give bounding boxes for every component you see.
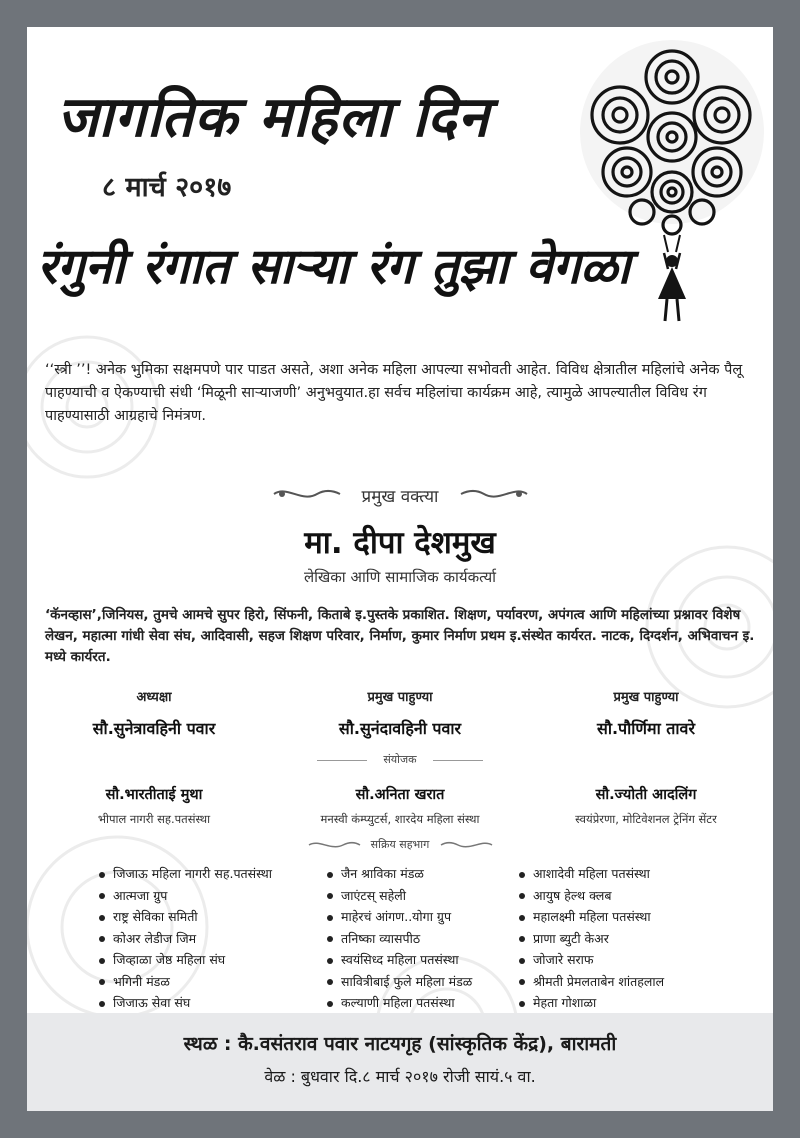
participants-col1: [99, 863, 272, 1014]
speaker-description: लेखिका आणि सामाजिक कार्यकर्त्या: [303, 568, 497, 586]
ornament-right-icon: [459, 485, 529, 503]
ornament-left-icon: [307, 839, 362, 851]
organizer-org: स्वयंप्रेरणा, मोटिवेशनल ट्रेनिंग सेंटर: [575, 812, 717, 826]
list-item: स्वयंसिध्द महिला पतसंस्था: [327, 949, 472, 971]
guest-role: प्रमुख पाहुण्या: [367, 690, 433, 705]
list-item: जिजाऊ सेवा संघ: [99, 992, 272, 1014]
list-item: आत्मजा ग्रुप: [99, 885, 272, 907]
list-item: महालक्ष्मी महिला पतसंस्था: [519, 906, 664, 928]
list-item: भगिनी मंडळ: [99, 971, 272, 993]
list-item: आशादेवी महिला पतसंस्था: [519, 863, 664, 885]
organizer-name: सौ.अनिता खरात: [355, 787, 445, 803]
organizer-name: सौ.भारतीताई मुथा: [105, 787, 203, 803]
guest-name: सौ.पौर्णिमा तावरे: [597, 719, 695, 738]
list-item: सावित्रीबाई फुले महिला मंडळ: [327, 971, 472, 993]
intro-paragraph: ‘‘स्त्री ’’! अनेक भुमिका सक्षमपणे पार पाडत असते, अशा अनेक महिला आपल्या सभोवती आहेत. विविध क्षेत्रातील महिलांचे अनेक पैलू पाहण्याची व ऐकण्याची संधी ‘मिळूनी साऱ्याजणी’ अनुभवुयात.हा सर्वच महिलांचा कार्यक्रम आहे, त्यामुळे आपल्यातील विविध रंग पाहण्यासाठी आग्रहाचे निमंत्रण.: [45, 362, 743, 424]
guest-role: अध्यक्षा: [136, 690, 172, 705]
participants-col3: [519, 863, 664, 1014]
speaker-name: मा. दीपा देशमुख: [304, 525, 496, 561]
footer-band: [27, 1013, 773, 1111]
organizer-org: भीपाल नागरी सह.पतसंस्था: [97, 812, 211, 826]
speaker-heading: प्रमुख वक्त्या: [361, 487, 439, 507]
divider: [433, 760, 483, 761]
speaker-bio: ‘कॅनव्हास’,जिनियस, तुमचे आमचे सुपर हिरो, सिंफनी, किताबे इ.पुस्तके प्रकाशित. शिक्षण, पर्यावरण, अपंगत्व आणि महिलांच्या प्रश्नावर विशेष लेखन, महात्मा गांधी सेवा संघ, आदिवासी, सहज शिक्षण परिवार, निर्माण, कुमार निर्माण प्रथम इ.संस्थेत कार्यरत. नाटक, दिग्दर्शन, अभिवाचन इ. मध्ये कार्यरत.: [45, 607, 755, 665]
list-item: प्राणा ब्युटी केअर: [519, 928, 664, 950]
guest-name: सौ.सुनेत्रावहिनी पवार: [92, 719, 216, 738]
list-item: राष्ट्र सेविका समिती: [99, 906, 272, 928]
poster: [27, 27, 773, 1111]
tagline: रंगुनी रंगात साऱ्या रंग तुझा वेगळा: [37, 237, 631, 295]
venue-text: स्थळ : कै.वसंतराव पवार नाटयगृह (सांस्कृतिक केंद्र), बारामती: [183, 1033, 617, 1055]
time-text: वेळ : बुधवार दि.८ मार्च २०१७ रोजी सायं.५ वा.: [264, 1067, 536, 1086]
organizer-org: मनस्वी कंम्प्युटर्स, शारदेय महिला संस्था: [320, 812, 480, 826]
organizer-name: सौ.ज्योती आदलिंग: [595, 787, 697, 803]
participants-label: सक्रिय सहभाग: [370, 838, 430, 851]
guest-name: सौ.सुनंदावहिनी पवार: [338, 719, 462, 738]
list-item: कोअर लेडीज जिम: [99, 928, 272, 950]
guest-role: प्रमुख पाहुण्या: [613, 690, 679, 705]
list-item: मेहता गोशाळा: [519, 992, 664, 1014]
list-item: जैन श्राविका मंडळ: [327, 863, 472, 885]
event-title: जागतिक महिला दिन: [57, 84, 490, 150]
list-item: जोजारे सराफ: [519, 949, 664, 971]
list-item: माहेरचं आंगण..योगा ग्रुप: [327, 906, 472, 928]
list-item: कल्याणी महिला पतसंस्था: [327, 992, 472, 1014]
list-item: जिव्हाळा जेष्ठ महिला संघ: [99, 949, 272, 971]
participants-col2: [327, 863, 472, 1014]
list-item: श्रीमती प्रेमलताबेन शांतहलाल: [519, 971, 664, 993]
ornament-right-icon: [439, 839, 494, 851]
list-item: तनिष्का व्यासपीठ: [327, 928, 472, 950]
list-item: जिजाऊ महिला नागरी सह.पतसंस्था: [99, 863, 272, 885]
event-date: ८ मार्च २०१७: [102, 172, 232, 203]
list-item: आयुष हेल्थ क्लब: [519, 885, 664, 907]
divider: [317, 760, 367, 761]
organizers-label: संयोजक: [383, 753, 417, 766]
list-item: जाएंटस् सहेली: [327, 885, 472, 907]
